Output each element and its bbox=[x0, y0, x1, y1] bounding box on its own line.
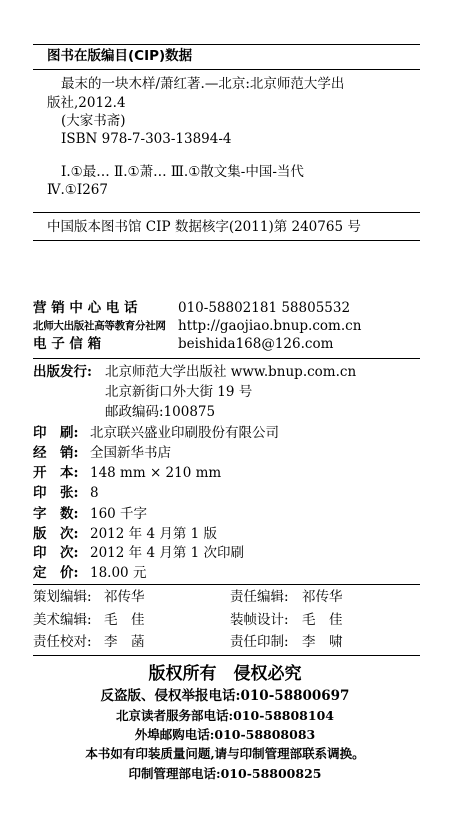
responsible-editor-label: 责任编辑: bbox=[230, 589, 289, 605]
printing-label: 印 次: bbox=[33, 545, 79, 561]
cip-heading: 图书在版编目(CIP)数据 bbox=[47, 48, 193, 64]
print-dept-phone: 印制管理部电话:010-58800825 bbox=[128, 766, 322, 781]
email-label: 电 子 信 箱 bbox=[33, 336, 102, 352]
price-value: 18.00 元 bbox=[90, 565, 147, 581]
rule-contact-end bbox=[33, 358, 420, 359]
rights-title: 版权所有 侵权必究 bbox=[148, 664, 302, 684]
sales-phone-value: 010-58802181 58805532 bbox=[178, 300, 351, 316]
cip-class-2: Ⅳ.①I267 bbox=[47, 182, 108, 198]
reader-service-phone: 北京读者服务部电话:010-58808104 bbox=[116, 708, 334, 723]
cover-design-value: 毛 佳 bbox=[302, 612, 343, 628]
printing-value: 2012 年 4 月第 1 次印刷 bbox=[90, 545, 244, 561]
art-editor-label: 美术编辑: bbox=[33, 612, 92, 628]
print-label: 印 刷: bbox=[33, 425, 79, 441]
responsible-editor-value: 祁传华 bbox=[302, 589, 343, 605]
website-value: http://gaojiao.bnup.com.cn bbox=[178, 318, 362, 334]
rule-verify-end bbox=[33, 240, 420, 241]
piracy-phone: 反盗版、侵权举报电话:010-58800697 bbox=[100, 688, 350, 704]
rule-cip-end bbox=[33, 212, 420, 213]
proofreader-label: 责任校对: bbox=[33, 634, 92, 650]
price-label: 定 价: bbox=[33, 565, 79, 581]
art-editor-value: 毛 佳 bbox=[104, 612, 145, 628]
cip-line-3: (大家书斋) bbox=[61, 113, 126, 129]
publisher-value: 北京师范大学出版社 www.bnup.com.cn bbox=[105, 364, 357, 380]
planning-editor-value: 祁传华 bbox=[104, 589, 145, 605]
cip-verify: 中国版本图书馆 CIP 数据核字(2011)第 240765 号 bbox=[47, 219, 361, 235]
mail-order-phone: 外埠邮购电话:010-58808083 bbox=[134, 727, 316, 742]
cip-isbn: ISBN 978-7-303-13894-4 bbox=[61, 131, 232, 147]
planning-editor-label: 策划编辑: bbox=[33, 589, 92, 605]
print-manager-label: 责任印制: bbox=[230, 634, 289, 650]
distributor-label: 经 销: bbox=[33, 445, 79, 461]
format-label: 开 本: bbox=[33, 465, 79, 481]
cover-design-label: 装帧设计: bbox=[230, 612, 289, 628]
cip-line-2: 版社,2012.4 bbox=[47, 95, 126, 111]
proofreader-value: 李 菡 bbox=[104, 634, 145, 650]
wordcount-value: 160 千字 bbox=[90, 506, 148, 522]
cip-class-1: Ⅰ.①最… Ⅱ.①萧… Ⅲ.①散文集-中国-当代 bbox=[61, 164, 304, 180]
publisher-address: 北京新街口外大街 19 号 bbox=[105, 384, 253, 400]
quality-notice: 本书如有印装质量问题,请与印制管理部联系调换。 bbox=[85, 746, 365, 761]
website-label: 北师大出版社高等教育分社网 bbox=[33, 320, 166, 332]
publisher-label: 出版发行: bbox=[33, 364, 92, 380]
sheets-label: 印 张: bbox=[33, 485, 79, 501]
cip-line-1: 最末的一块木样/萧红著.—北京:北京师范大学出 bbox=[61, 76, 345, 92]
print-manager-value: 李 啸 bbox=[302, 634, 343, 650]
sheets-value: 8 bbox=[90, 485, 99, 501]
rule-top bbox=[33, 44, 420, 45]
edition-value: 2012 年 4 月第 1 版 bbox=[90, 526, 217, 542]
rule-editors-end bbox=[33, 655, 420, 656]
format-value: 148 mm × 210 mm bbox=[90, 465, 222, 481]
sales-phone-label: 营 销 中 心 电 话 bbox=[33, 300, 138, 316]
edition-label: 版 次: bbox=[33, 526, 79, 542]
distributor-value: 全国新华书店 bbox=[90, 445, 171, 461]
publisher-postcode: 邮政编码:100875 bbox=[105, 404, 216, 420]
print-value: 北京联兴盛业印刷股份有限公司 bbox=[90, 425, 279, 441]
rule-publish-end bbox=[33, 584, 420, 585]
email-value: beishida168@126.com bbox=[178, 336, 334, 352]
wordcount-label: 字 数: bbox=[33, 506, 79, 522]
rule-cip-heading bbox=[33, 69, 420, 70]
